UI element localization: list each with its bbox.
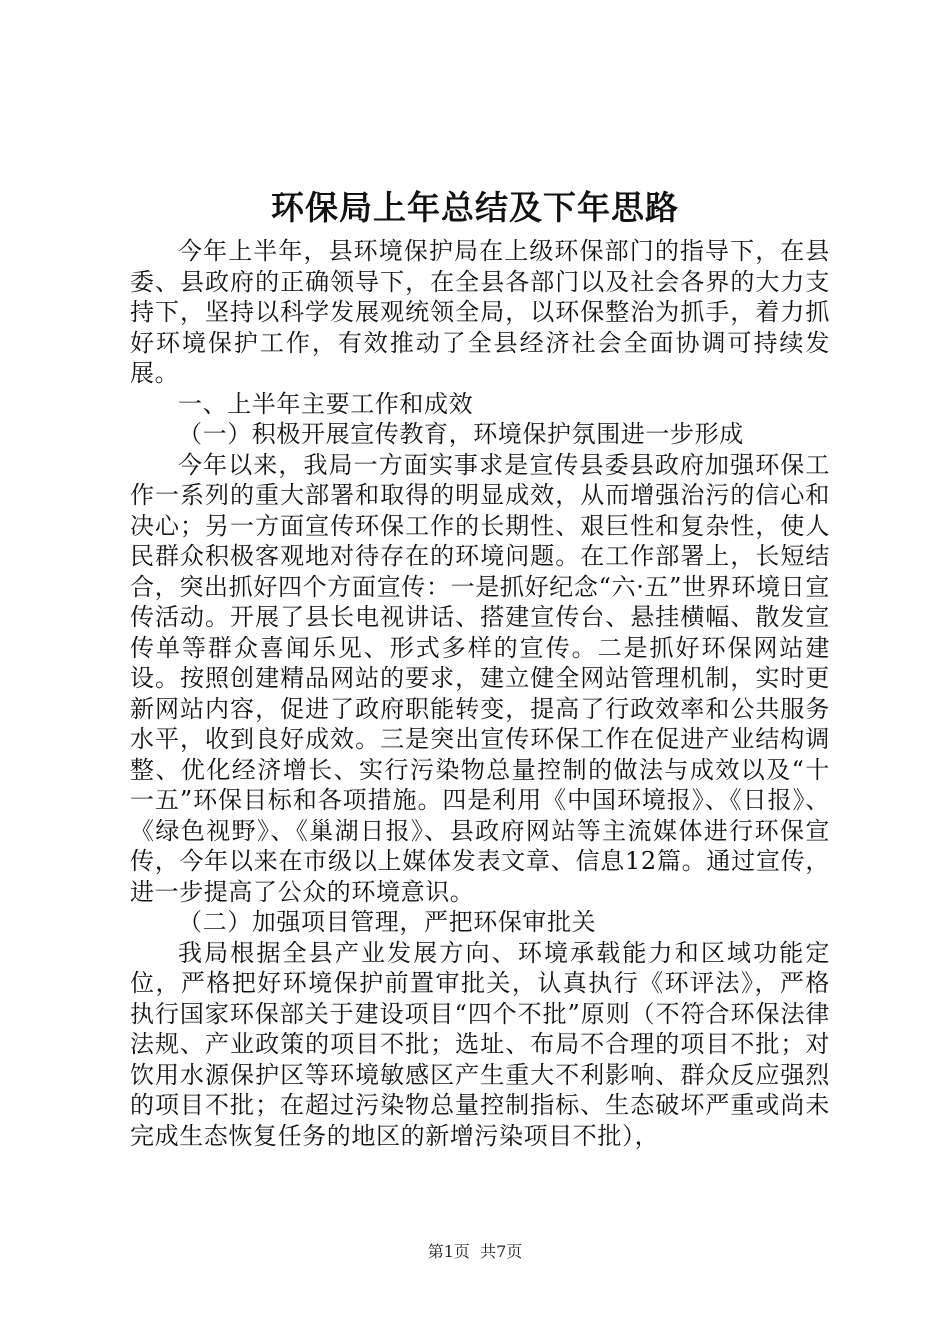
subsection-heading-1: （一）积极开展宣传教育，环境保护氛围进一步形成	[178, 420, 744, 448]
subsection-heading-2: （二）加强项目管理，严把环保审批关	[178, 908, 597, 936]
page-number: 第1页	[427, 1242, 470, 1261]
body-paragraph-project-approval: 我局根据全县产业发展方向、环境承载能力和区域功能定位，严格把好环境保护前置审批关，认真执行《环评法》，严格执行国家环保部关于建设项目“四个不批”原则（不符合环保法律法规、产业政策的项目不批；选址、布局不合理的项目不批；对饮用水源保护区等环境敏感区产生重大不利影响、群众反应强烈的项目不批；在超过污染物总量控制指标、生态破坏严重或尚未完成生态恢复任务的地区的新增污染项目不批），	[130, 938, 830, 1150]
document-body	[130, 236, 830, 1151]
page-footer	[0, 1240, 950, 1264]
body-paragraph-publicity: 今年以来，我局一方面实事求是宣传县委县政府加强环保工作一系列的重大部署和取得的明显成效，从而增强治污的信心和决心；另一方面宣传环保工作的长期性、艰巨性和复杂性，使人民群众积极客观地对待存在的环境问题。在工作部署上，长短结合，突出抓好四个方面宣传：一是抓好纪念“六·五”世界环境日宣传活动。开展了县长电视讲话、搭建宣传台、悬挂横幅、散发宣传单等群众喜闻乐见、形式多样的宣传。二是抓好环保网站建设。按照创建精品网站的要求，建立健全网站管理机制，实时更新网站内容，促进了政府职能转变，提高了行政效率和公共服务水平，收到良好成效。三是突出宣传环保工作在促进产业结构调整、优化经济增长、实行污染物总量控制的做法与成效以及“十一五”环保目标和各项措施。四是利用《中国环境报》、《日报》、《绿色视野》、《巢湖日报》、县政府网站等主流媒体进行环保宣传，今年以来在市级以上媒体发表文章、信息12篇。通过宣传，进一步提高了公众的环境意识。	[130, 450, 830, 906]
document-title: 环保局上年总结及下年思路	[271, 188, 679, 227]
intro-paragraph: 今年上半年，县环境保护局在上级环保部门的指导下，在县委、县政府的正确领导下，在全县各部门以及社会各界的大力支持下，坚持以科学发展观统领全局，以环保整治为抓手，着力抓好环境保护工作，有效推动了全县经济社会全面协调可持续发展。	[130, 237, 830, 387]
page-total: 共7页	[480, 1242, 523, 1261]
section-heading-1: 一、上半年主要工作和成效	[178, 389, 474, 418]
